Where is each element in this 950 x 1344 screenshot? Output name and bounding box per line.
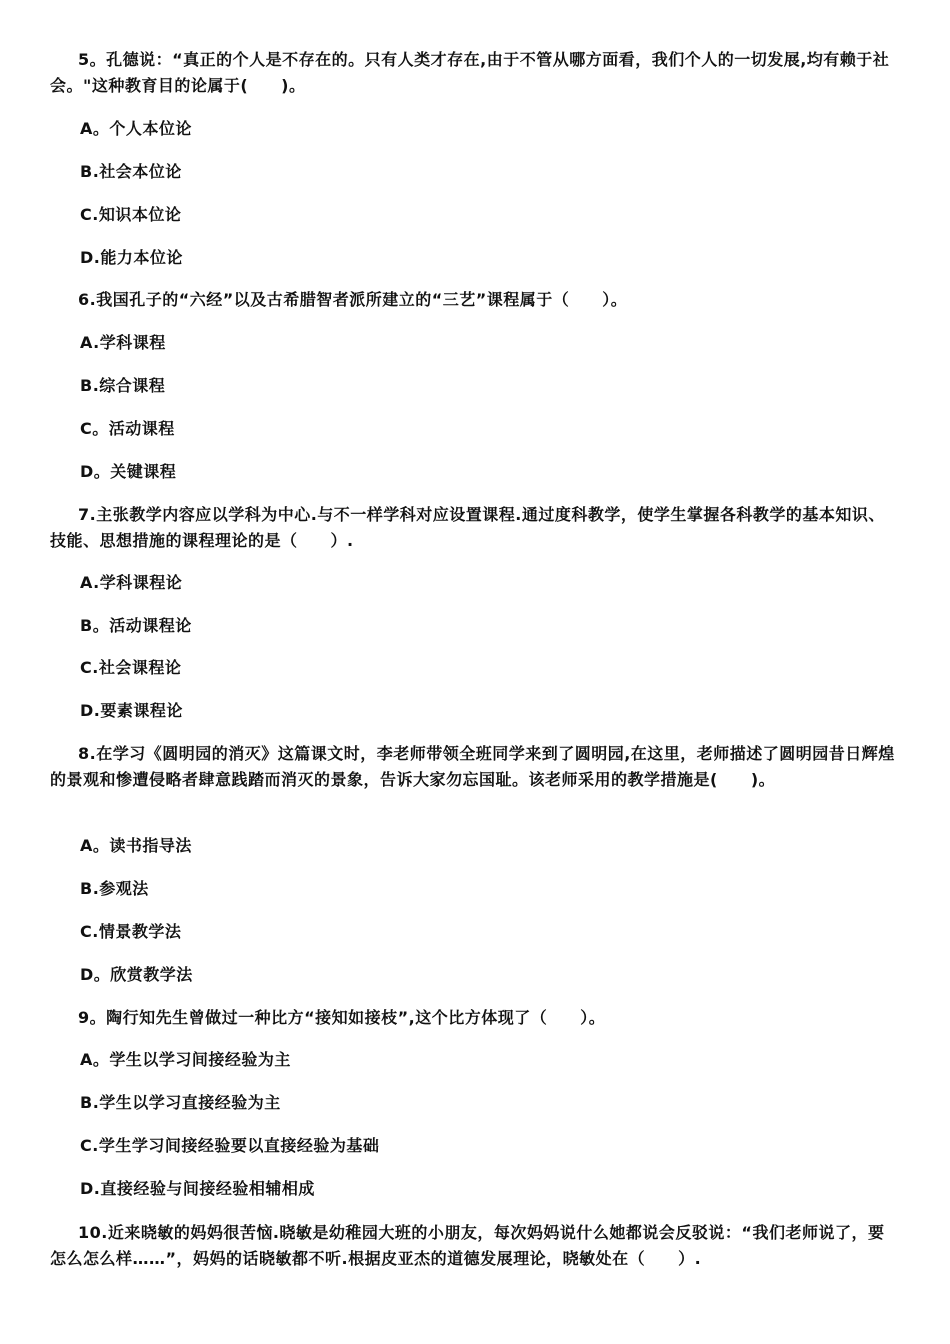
question-6-option-c: C。活动课程 <box>80 419 175 438</box>
question-7-option-b: B。活动课程论 <box>80 616 192 635</box>
question-9-option-d: D.直接经验与间接经验相辅相成 <box>80 1179 315 1198</box>
question-6-option-b: B.综合课程 <box>80 376 166 395</box>
question-10-stem: 10.近来晓敏的妈妈很苦恼.晓敏是幼稚园大班的小朋友，每次妈妈说什么她都说会反驳说：“我们老师说了，要怎么怎么样……”，妈妈的话晓敏都不听.根据皮亚杰的道德发展理论，晓敏处在（ ）. <box>50 1223 885 1268</box>
question-5-option-b: B.社会本位论 <box>80 162 182 181</box>
question-9-option-a: A。学生以学习间接经验为主 <box>80 1050 291 1069</box>
question-8-option-d: D。欣赏教学法 <box>80 965 193 984</box>
question-8-option-c: C.情景教学法 <box>80 922 182 941</box>
question-5-option-c: C.知识本位论 <box>80 205 182 224</box>
question-5-option-d: D.能力本位论 <box>80 248 183 267</box>
question-7-option-d: D.要素课程论 <box>80 701 183 720</box>
question-5-option-a: A。个人本位论 <box>80 119 192 138</box>
question-8-option-b: B.参观法 <box>80 879 149 898</box>
question-5-stem: 5。孔德说：“真正的个人是不存在的。只有人类才存在,由于不管从哪方面看，我们个人的一切发展,均有赖于社会。"这种教育目的论属于( )。 <box>50 50 890 95</box>
question-6-option-d: D。关键课程 <box>80 462 177 481</box>
question-6-option-a: A.学科课程 <box>80 333 166 352</box>
question-9-option-b: B.学生以学习直接经验为主 <box>80 1093 281 1112</box>
question-9-stem: 9。陶行知先生曾做过一种比方“接知如接枝”,这个比方体现了（ ）。 <box>78 1008 606 1027</box>
question-7-option-c: C.社会课程论 <box>80 658 182 677</box>
question-7-option-a: A.学科课程论 <box>80 573 183 592</box>
question-8-stem: 8.在学习《圆明园的消灭》这篇课文时，李老师带领全班同学来到了圆明园,在这里，老师描述了圆明园昔日辉煌的景观和惨遭侵略者肆意践踏而消灭的景象，告诉大家勿忘国耻。该老师采用的教学措施是( )。 <box>50 744 895 789</box>
question-8-option-a: A。读书指导法 <box>80 836 192 855</box>
question-6-stem: 6.我国孔子的“六经”以及古希腊智者派所建立的“三艺”课程属于（ ）。 <box>78 290 628 309</box>
question-7-stem: 7.主张教学内容应以学科为中心.与不一样学科对应设置课程.通过度科教学，使学生掌握各科教学的基本知识、技能、思想措施的课程理论的是（ ）. <box>50 505 885 550</box>
question-9-option-c: C.学生学习间接经验要以直接经验为基础 <box>80 1136 380 1155</box>
